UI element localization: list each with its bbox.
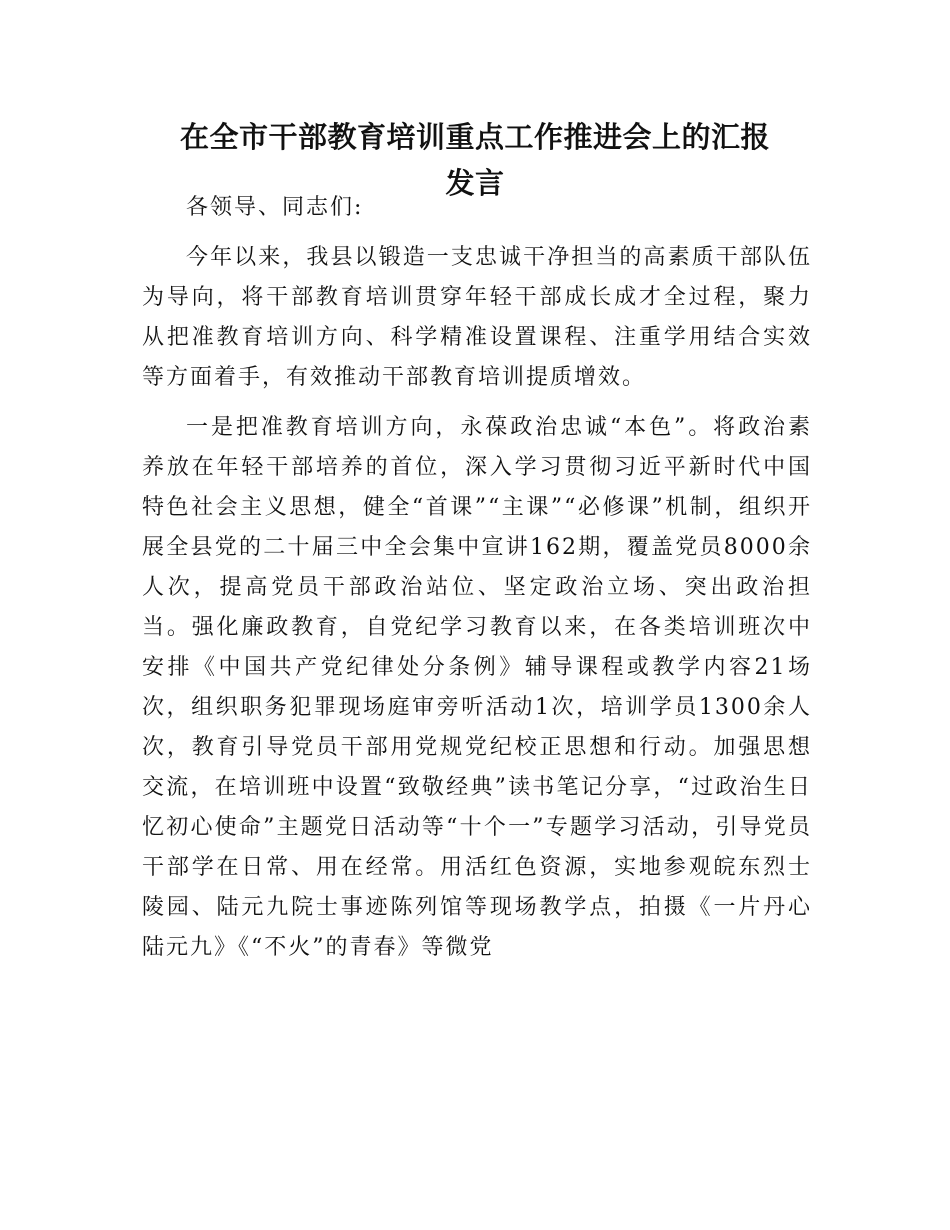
paragraph-intro: 今年以来，我县以锻造一支忠诚干净担当的高素质干部队伍为导向，将干部教育培训贯穿年轻干部成长成才全过程，聚力从把准教育培训方向、科学精准设置课程、注重学用结合实效等方面着手，有效推动干部教育培训提质增效。	[142, 245, 812, 390]
salutation: 各领导、同志们:	[186, 195, 364, 220]
document-title-line-1: 在全市干部教育培训重点工作推进会上的汇报	[179, 120, 770, 154]
document-body	[142, 188, 812, 978]
paragraph-political-loyalty: 一是把准教育培训方向，永葆政治忠诚“本色”。将政治素养放在年轻干部培养的首位，深入学习贯彻习近平新时代中国特色社会主义思想，健全“首课”“主课”“必修课”机制，组织开展全县党的二十届三中全会集中宣讲162期，覆盖党员8000余人次，提高党员干部政治站位、坚定政治立场、突出政治担当。强化廉政教育，自党纪学习教育以来，在各类培训班次中安排《中国共产党纪律处分条例》辅导课程或教学内容21场次，组织职务犯罪现场庭审旁听活动1次，培训学员1300余人次，教育引导党员干部用党规党纪校正思想和行动。加强思想交流，在培训班中设置“致敬经典”读书笔记分享，“过政治生日忆初心使命”主题党日活动等“十个一”专题学习活动，引导党员干部学在日常、用在经常。用活红色资源，实地参观皖东烈士陵园、陆元九院士事迹陈列馆等现场教学点，拍摄《一片丹心陆元九》《“不火”的青春》等微党	[142, 415, 812, 960]
document-title-line-2: 发言	[445, 166, 505, 200]
